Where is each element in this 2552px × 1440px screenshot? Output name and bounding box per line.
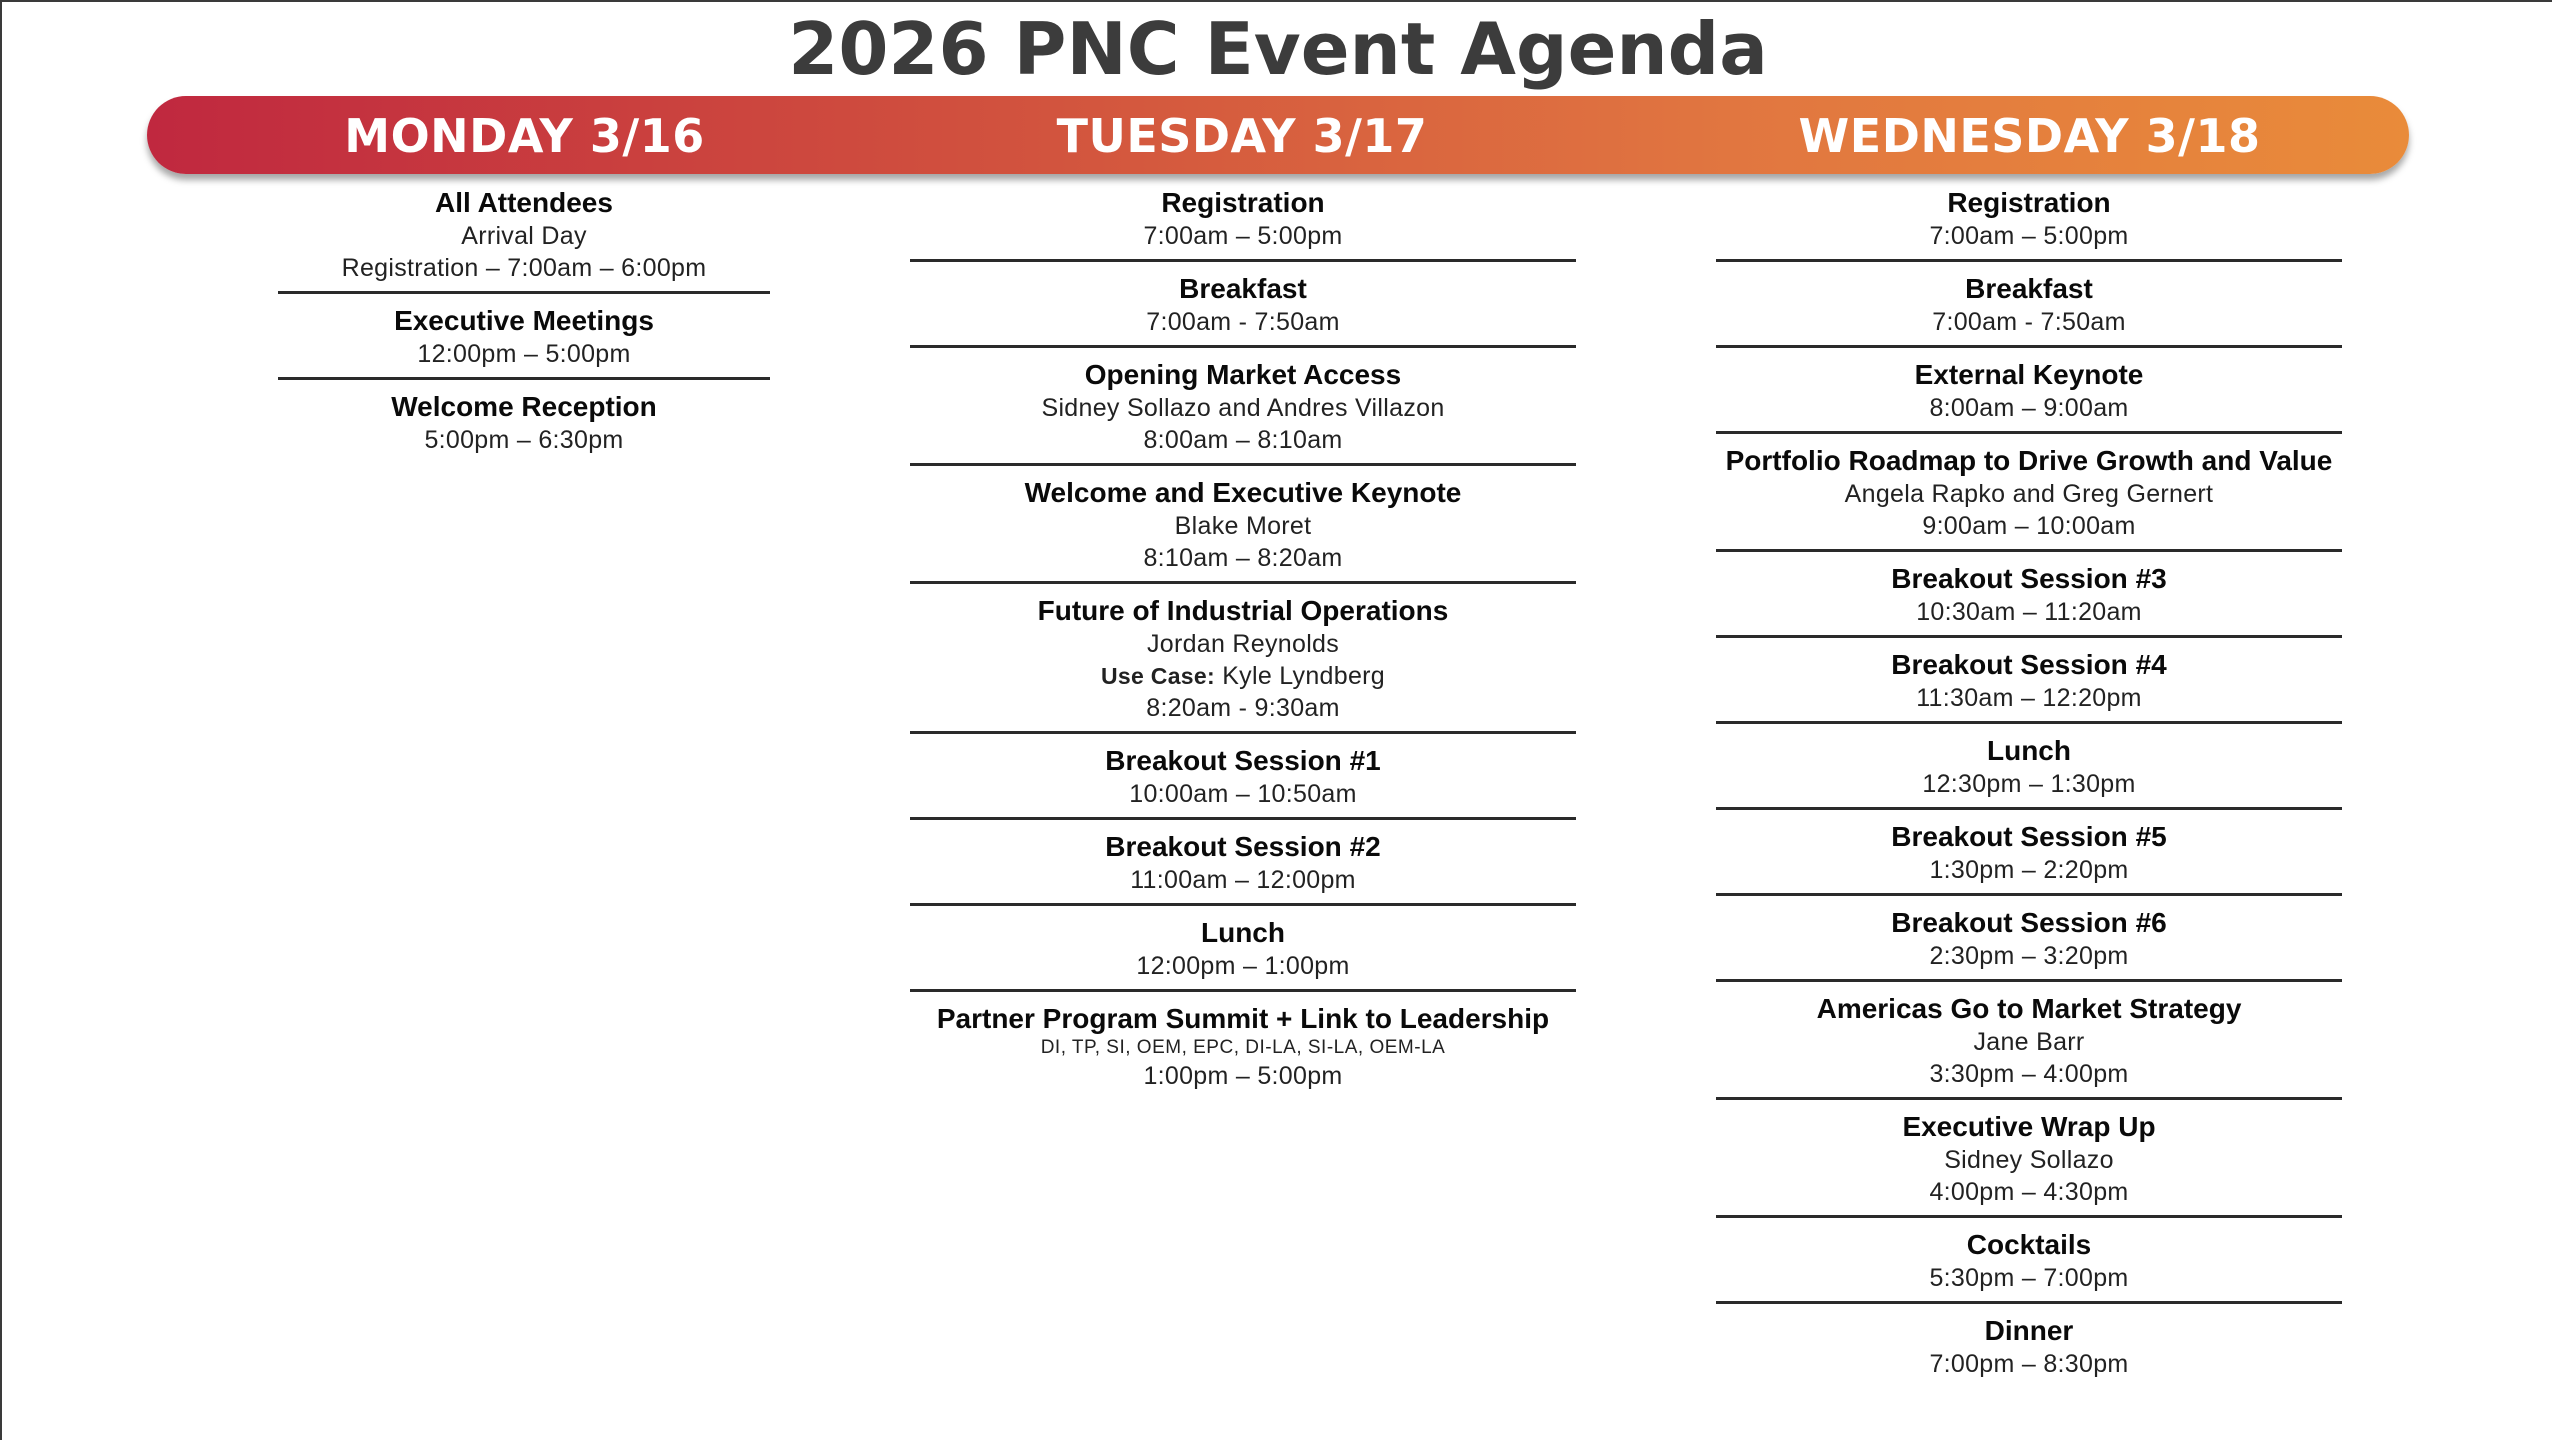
agenda-item <box>278 304 770 380</box>
agenda-item <box>278 186 770 294</box>
session-title: Breakout Session #5 <box>1891 821 2167 852</box>
session-speaker: Angela Rapko and Greg Gernert <box>1844 480 2214 508</box>
session-time: 12:00pm – 5:00pm <box>417 340 631 368</box>
agenda-item <box>1716 734 2342 810</box>
session-audience: DI, TP, SI, OEM, EPC, DI-LA, SI-LA, OEM-LA <box>1040 1037 1446 1058</box>
use-case-line <box>910 660 1576 692</box>
session-time: 11:00am – 12:00pm <box>1130 866 1356 894</box>
session-time: 8:00am – 9:00am <box>1929 394 2129 422</box>
session-title: Breakout Session #4 <box>1891 649 2167 680</box>
session-time: 7:00am – 5:00pm <box>1929 222 2129 250</box>
session-time: 5:00pm – 6:30pm <box>424 426 624 454</box>
agenda-item <box>1716 992 2342 1100</box>
agenda-item <box>910 272 1576 348</box>
session-time: 7:00pm – 8:30pm <box>1929 1350 2129 1378</box>
use-case-label: Use Case: <box>1101 663 1215 689</box>
session-title: Registration <box>1161 187 1325 218</box>
session-title: Executive Meetings <box>394 305 654 336</box>
page-title: 2026 PNC Event Agenda <box>788 7 1768 91</box>
session-time: 12:30pm – 1:30pm <box>1922 770 2136 798</box>
session-time: 4:00pm – 4:30pm <box>1929 1178 2129 1206</box>
agenda-item <box>910 476 1576 584</box>
session-time: 8:10am – 8:20am <box>1143 544 1343 572</box>
session-title: Welcome and Executive Keynote <box>1024 477 1462 508</box>
agenda-item <box>910 830 1576 906</box>
session-title: Breakfast <box>1965 273 2093 304</box>
session-time: 10:30am – 11:20am <box>1916 598 2142 626</box>
session-time: 2:30pm – 3:20pm <box>1929 942 2129 970</box>
agenda-item <box>910 744 1576 820</box>
session-time: 8:00am – 8:10am <box>1143 426 1343 454</box>
day-heading-monday: MONDAY 3/16 <box>344 109 705 163</box>
agenda-item <box>1716 444 2342 552</box>
session-speaker: Jane Barr <box>1973 1028 2085 1056</box>
session-time: 3:30pm – 4:00pm <box>1929 1060 2129 1088</box>
session-title: All Attendees <box>435 187 613 218</box>
monday-column <box>278 186 770 473</box>
session-time: 10:00am – 10:50am <box>1129 780 1357 808</box>
session-title: Registration <box>1947 187 2111 218</box>
agenda-item <box>1716 358 2342 434</box>
agenda-item <box>278 390 770 463</box>
session-time: 1:00pm – 5:00pm <box>1143 1062 1343 1090</box>
session-title: Breakout Session #3 <box>1891 563 2167 594</box>
agenda-item <box>1716 186 2342 262</box>
session-title: Portfolio Roadmap to Drive Growth and Value <box>1725 445 2333 476</box>
session-time: 12:00pm – 1:00pm <box>1136 952 1350 980</box>
session-time: 1:30pm – 2:20pm <box>1929 856 2129 884</box>
session-title: External Keynote <box>1914 359 2144 390</box>
agenda-item <box>1716 1228 2342 1304</box>
agenda-item <box>1716 1110 2342 1218</box>
session-title: Dinner <box>1984 1315 2074 1346</box>
session-speaker: Sidney Sollazo and Andres Villazon <box>1041 394 1445 422</box>
session-title: Future of Industrial Operations <box>1037 595 1449 626</box>
agenda-item <box>1716 906 2342 982</box>
session-title: Lunch <box>1201 917 1285 948</box>
agenda-item <box>1716 1314 2342 1387</box>
agenda-item <box>1716 648 2342 724</box>
agenda-item <box>1716 820 2342 896</box>
session-title: Breakout Session #2 <box>1105 831 1381 862</box>
use-case-name: Kyle Lyndberg <box>1222 662 1385 690</box>
session-time: Registration – 7:00am – 6:00pm <box>341 254 707 282</box>
session-title: Lunch <box>1987 735 2071 766</box>
session-title: Americas Go to Market Strategy <box>1816 993 2242 1024</box>
session-title: Cocktails <box>1966 1229 2092 1260</box>
session-title: Opening Market Access <box>1084 359 1402 390</box>
session-title: Partner Program Summit + Link to Leadership <box>936 1003 1550 1034</box>
session-title: Breakfast <box>1179 273 1307 304</box>
session-time: 11:30am – 12:20pm <box>1916 684 2142 712</box>
day-heading-tuesday: TUESDAY 3/17 <box>1056 109 1428 163</box>
day-heading-wednesday: WEDNESDAY 3/18 <box>1798 109 2261 163</box>
session-subtitle: Arrival Day <box>461 222 587 250</box>
agenda-item <box>910 594 1576 734</box>
agenda-item <box>910 358 1576 466</box>
tuesday-column <box>910 186 1576 1109</box>
session-title: Breakout Session #6 <box>1891 907 2167 938</box>
session-time: 7:00am - 7:50am <box>1932 308 2126 336</box>
wednesday-column <box>1716 186 2342 1397</box>
agenda-item <box>1716 272 2342 348</box>
session-time: 8:20am - 9:30am <box>1146 694 1340 722</box>
agenda-item <box>910 916 1576 992</box>
session-time: 9:00am – 10:00am <box>1922 512 2136 540</box>
session-title: Breakout Session #1 <box>1105 745 1381 776</box>
agenda-item <box>910 186 1576 262</box>
session-title: Executive Wrap Up <box>1902 1111 2156 1142</box>
agenda-item <box>1716 562 2342 638</box>
agenda-item <box>910 1002 1576 1099</box>
session-title: Welcome Reception <box>391 391 657 422</box>
session-speaker: Jordan Reynolds <box>1146 630 1340 658</box>
session-speaker: Sidney Sollazo <box>1944 1146 2114 1174</box>
session-time: 5:30pm – 7:00pm <box>1929 1264 2129 1292</box>
session-speaker: Blake Moret <box>1174 512 1312 540</box>
session-time: 7:00am - 7:50am <box>1146 308 1340 336</box>
session-time: 7:00am – 5:00pm <box>1143 222 1343 250</box>
